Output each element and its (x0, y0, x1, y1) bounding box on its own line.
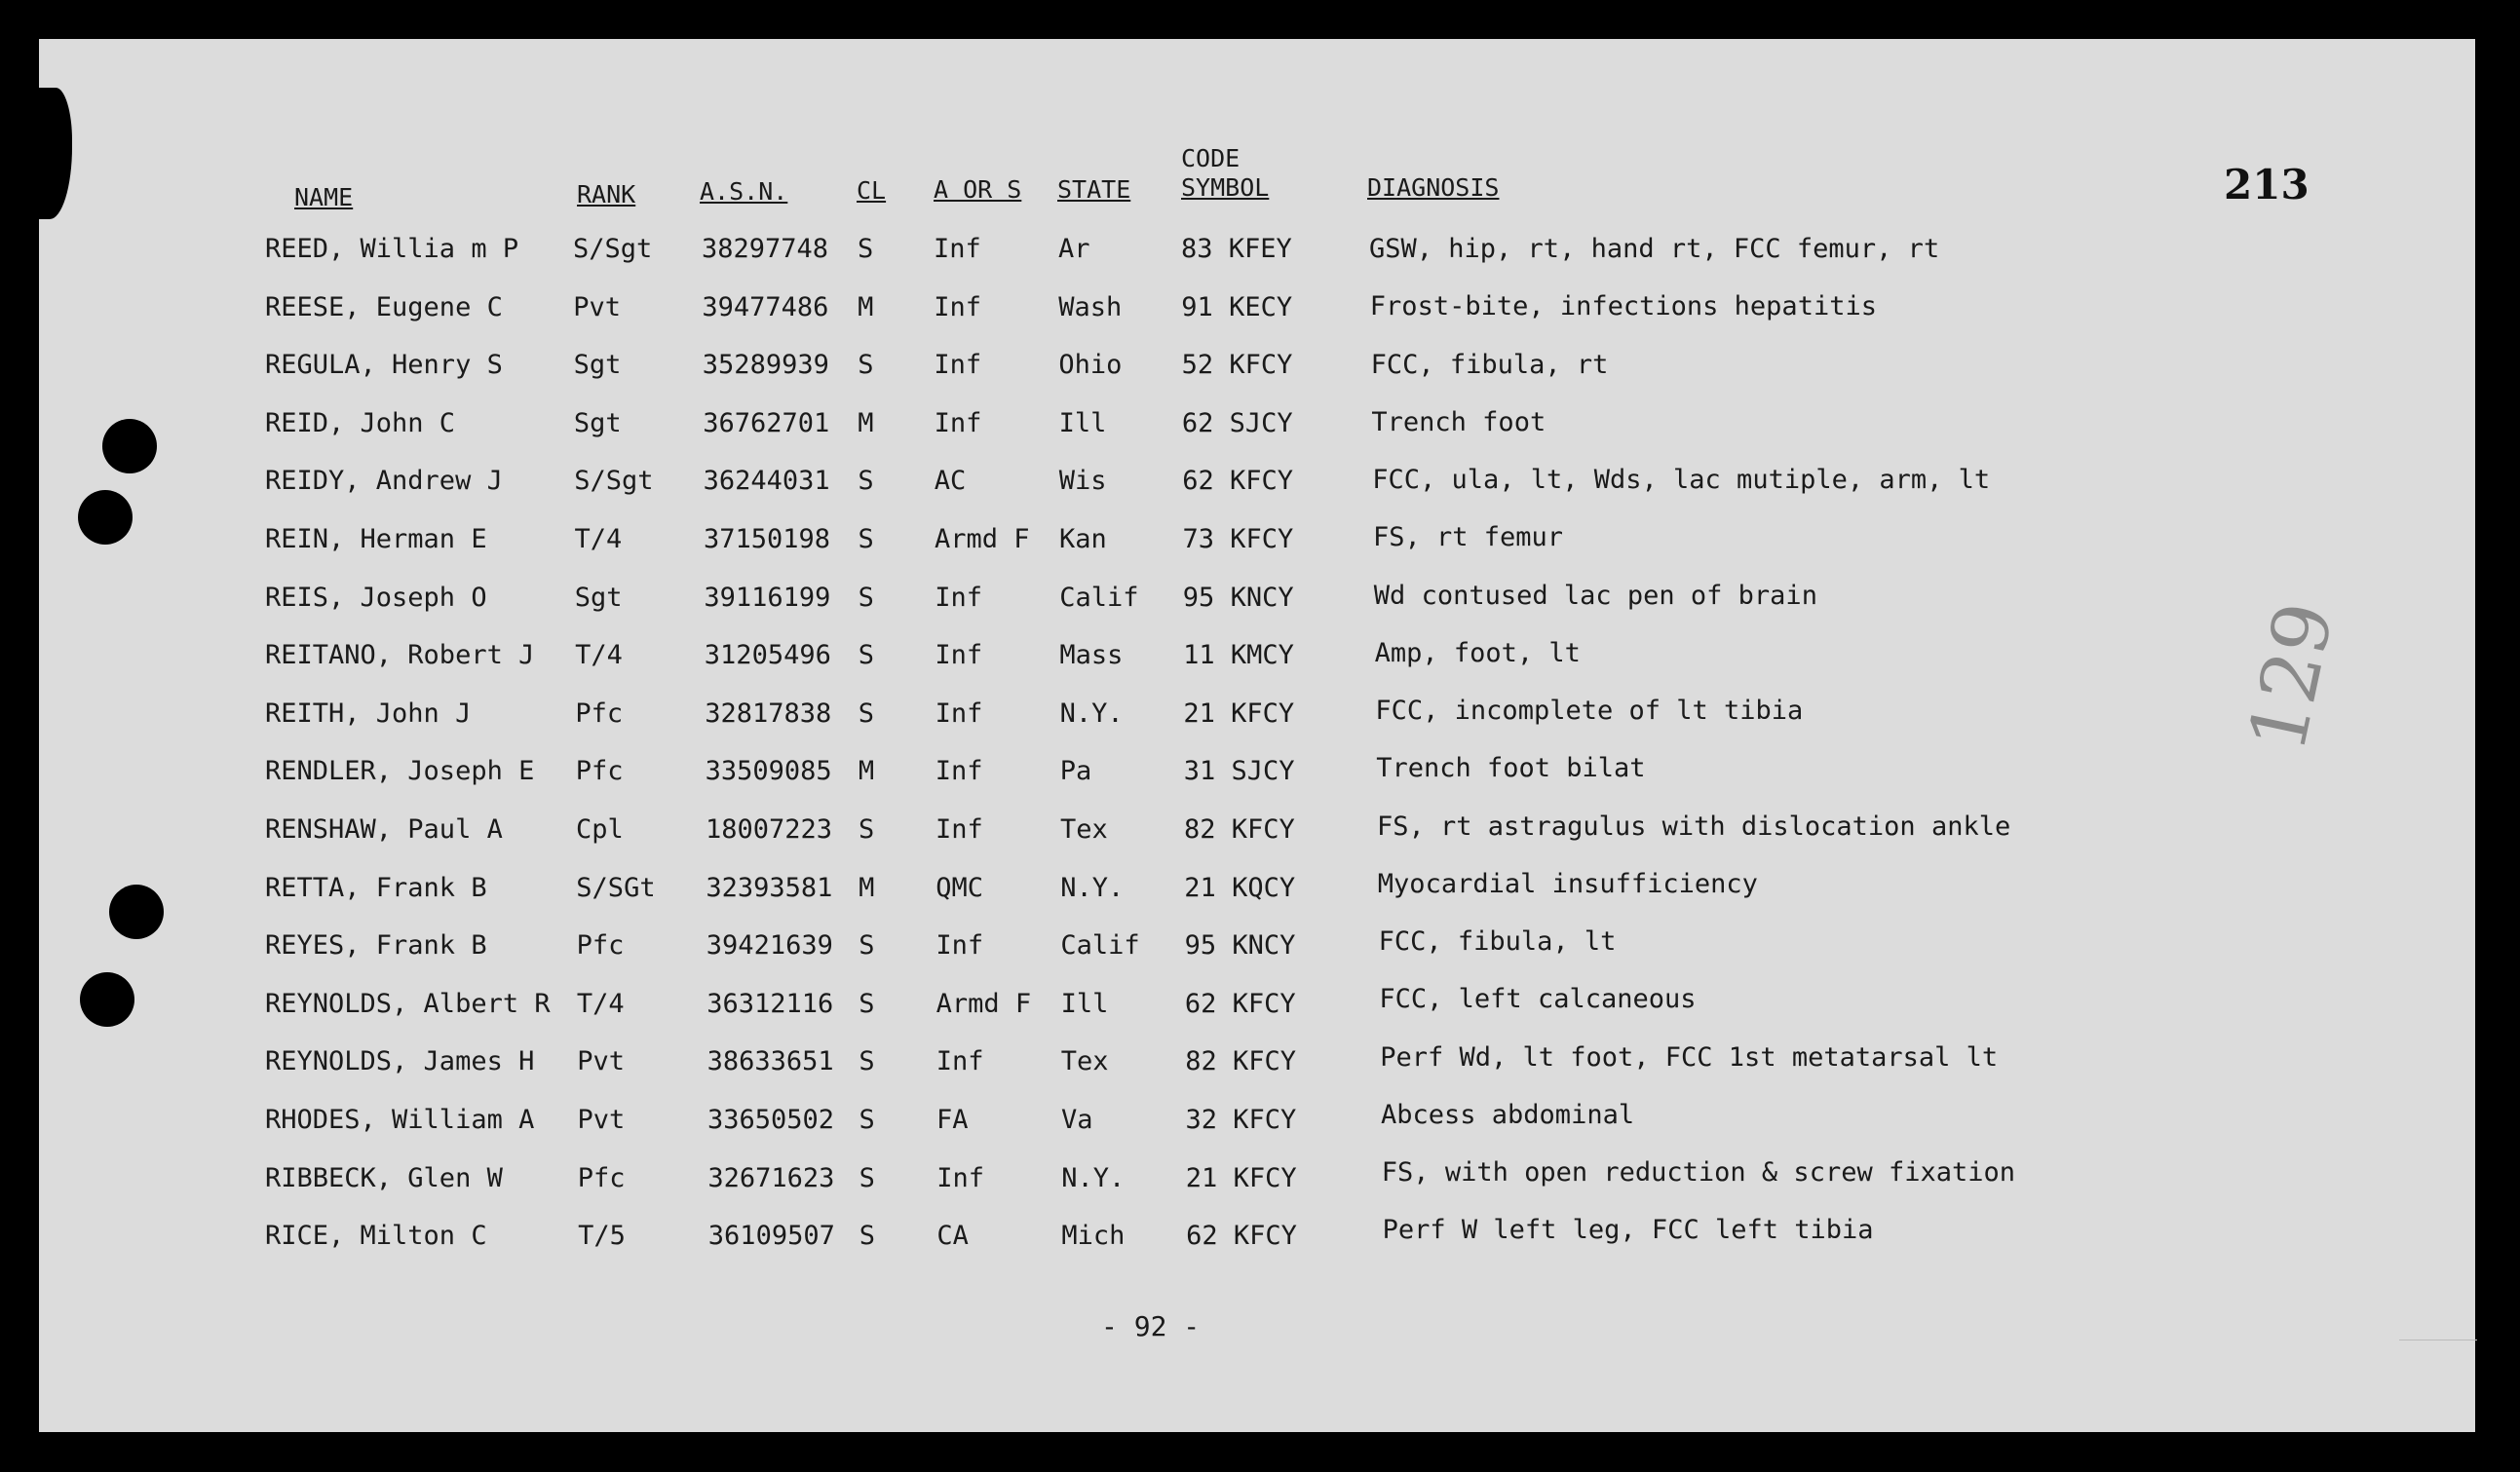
cell-rank: Sgt (574, 582, 623, 613)
torn-edge (31, 88, 72, 219)
cell-aors: Inf (935, 814, 983, 845)
cell-aors: Inf (934, 350, 982, 381)
cell-aors: Armd F (935, 524, 1030, 554)
cell-cl: S (858, 640, 874, 671)
cell-code: 62 KFCY (1182, 466, 1293, 497)
cell-diagnosis: Trench foot bilat (1376, 753, 1646, 784)
cell-cl: S (859, 1105, 875, 1135)
header-state: STATE (1057, 175, 1131, 204)
cell-name: RENSHAW, Paul A (265, 814, 503, 845)
cell-cl: S (858, 698, 875, 729)
cell-name: RENDLER, Joseph E (265, 756, 535, 787)
cell-name: RICE, Milton C (265, 1221, 487, 1252)
cell-cl: S (858, 350, 874, 381)
cell-rank: S/SGt (576, 872, 656, 903)
cell-name: REYNOLDS, James H (265, 1046, 535, 1077)
cell-asn: 36762701 (703, 407, 830, 438)
cell-diagnosis: GSW, hip, rt, hand rt, FCC femur, rt (1369, 234, 1940, 264)
cell-name: REGULA, Henry S (265, 350, 503, 381)
cell-asn: 38297748 (702, 234, 829, 264)
cell-asn: 31205496 (704, 640, 831, 671)
cell-state: Calif (1060, 930, 1140, 962)
cell-code: 21 KQCY (1184, 872, 1296, 903)
cell-name: REIS, Joseph O (265, 582, 487, 613)
cell-name: REED, Willia m P (265, 234, 519, 264)
cell-name: REYNOLDS, Albert R (265, 988, 551, 1019)
handwritten-note: 129 (2232, 594, 2351, 760)
cell-diagnosis: FCC, ula, lt, Wds, lac mutiple, arm, lt (1372, 465, 1991, 495)
cell-diagnosis: FS, with open reduction & screw fixation (1381, 1157, 2016, 1188)
page-number: 213 (2224, 161, 2310, 208)
cell-state: N.Y. (1060, 872, 1125, 903)
cell-name: RETTA, Frank B (265, 872, 487, 903)
cell-name: REIDY, Andrew J (265, 466, 503, 497)
punch-hole (78, 490, 133, 545)
record-sheet (39, 39, 2475, 1432)
cell-asn: 39116199 (704, 582, 831, 613)
cell-state: Ill (1058, 407, 1107, 438)
cell-code: 62 KFCY (1186, 1221, 1297, 1252)
cell-rank: Sgt (573, 407, 622, 438)
cell-state: Tex (1060, 1046, 1109, 1077)
cell-cl: M (858, 756, 875, 787)
cell-asn: 38633651 (706, 1046, 834, 1077)
cell-asn: 39421639 (706, 930, 833, 962)
cell-rank: Cpl (576, 814, 624, 845)
cell-asn: 32817838 (705, 698, 832, 729)
header-name: NAME (294, 183, 354, 211)
cell-aors: Inf (935, 930, 984, 962)
cell-name: RHODES, William A (265, 1105, 535, 1135)
cell-aors: AC (934, 466, 967, 497)
cell-code: 82 KFCY (1184, 814, 1295, 845)
cell-state: Ill (1060, 988, 1109, 1019)
cell-code: 73 KFCY (1182, 524, 1294, 554)
cell-rank: T/5 (578, 1221, 626, 1252)
cell-cl: S (859, 814, 875, 845)
cell-state: Kan (1059, 524, 1107, 554)
cell-rank: Pvt (577, 1046, 625, 1077)
punch-hole (102, 419, 157, 473)
cell-name: RIBBECK, Glen W (265, 1162, 503, 1193)
cell-diagnosis: Amp, foot, lt (1374, 637, 1581, 668)
cell-cl: S (859, 1046, 875, 1077)
cell-aors: CA (936, 1221, 969, 1252)
cell-cl: S (858, 524, 874, 554)
cell-aors: Inf (935, 1046, 984, 1077)
cell-asn: 18007223 (706, 814, 833, 845)
cell-rank: T/4 (575, 640, 623, 671)
cell-cl: M (858, 291, 874, 322)
cell-cl: M (859, 872, 875, 903)
cell-aors: Inf (935, 640, 983, 671)
cell-state: Wash (1058, 291, 1123, 322)
cell-rank: S/Sgt (573, 234, 653, 264)
cell-aors: Inf (934, 234, 981, 264)
cell-aors: Inf (936, 1162, 984, 1193)
cell-state: Ohio (1058, 350, 1123, 381)
cell-code: 95 KNCY (1182, 582, 1294, 613)
cell-asn: 35289939 (702, 350, 829, 381)
cell-cl: S (858, 466, 874, 497)
cell-rank: S/Sgt (574, 466, 654, 497)
cell-diagnosis: Wd contused lac pen of brain (1373, 580, 1817, 611)
cell-aors: Inf (935, 698, 983, 729)
cell-state: Ar (1058, 234, 1090, 264)
cell-state: N.Y. (1059, 698, 1124, 729)
page-footer: - 92 - (1101, 1310, 1201, 1342)
cell-code: 21 KFCY (1183, 698, 1295, 729)
cell-rank: Pfc (575, 756, 624, 787)
cell-rank: Pfc (576, 930, 625, 962)
cell-code: 21 KFCY (1185, 1162, 1297, 1193)
cell-cl: M (858, 407, 874, 438)
cell-asn: 36109507 (707, 1221, 835, 1252)
punch-hole (80, 972, 134, 1027)
cell-code: 95 KNCY (1184, 930, 1296, 962)
cell-cl: S (859, 1221, 875, 1252)
cell-rank: Pfc (575, 698, 624, 729)
cell-diagnosis: Perf W left leg, FCC left tibia (1382, 1215, 1874, 1246)
cell-aors: Armd F (935, 988, 1032, 1019)
cell-rank: Pvt (573, 291, 622, 322)
cell-name: REIN, Herman E (265, 524, 487, 554)
cell-code: 91 KECY (1181, 291, 1293, 322)
cell-aors: Inf (934, 407, 982, 438)
cell-state: Mich (1061, 1221, 1126, 1252)
cell-cl: S (859, 1162, 875, 1193)
cell-diagnosis: FS, rt femur (1373, 522, 1564, 553)
cell-cl: S (859, 988, 875, 1019)
cell-aors: Inf (935, 756, 983, 787)
cell-asn: 32671623 (707, 1162, 835, 1193)
cell-rank: Pvt (577, 1105, 626, 1135)
cell-asn: 39477486 (702, 291, 829, 322)
cell-state: Calif (1059, 582, 1139, 613)
cell-state: N.Y. (1061, 1162, 1126, 1193)
cell-diagnosis: Frost-bite, infections hepatitis (1369, 291, 1877, 322)
cell-diagnosis: Trench foot (1371, 406, 1546, 437)
cell-diagnosis: Abcess abdominal (1381, 1099, 1635, 1130)
cell-state: Tex (1060, 814, 1108, 845)
cell-diagnosis: FCC, fibula, rt (1370, 349, 1609, 380)
cell-diagnosis: Myocardial insufficiency (1377, 868, 1758, 899)
cell-asn: 33509085 (705, 756, 832, 787)
header-a-or-s: A OR S (934, 175, 1022, 204)
cell-cl: S (859, 930, 875, 962)
cell-aors: Inf (934, 291, 981, 322)
cell-asn: 33650502 (707, 1105, 835, 1135)
cell-diagnosis: Perf Wd, lt foot, FCC 1st metatarsal lt (1380, 1041, 1999, 1073)
cell-diagnosis: FCC, left calcaneous (1379, 984, 1697, 1015)
header-code-line1: CODE (1181, 144, 1241, 172)
cell-asn: 36312116 (706, 988, 834, 1019)
cell-state: Mass (1059, 640, 1124, 671)
cell-code: 52 KFCY (1181, 350, 1293, 381)
header-rank: RANK (577, 180, 636, 208)
cell-code: 62 SJCY (1181, 407, 1293, 438)
cell-code: 83 KFEY (1181, 234, 1292, 264)
cell-code: 11 KMCY (1183, 640, 1294, 671)
header-asn: A.S.N. (700, 177, 788, 206)
cell-rank: Sgt (573, 350, 622, 381)
cell-code: 31 SJCY (1183, 756, 1295, 787)
cell-cl: S (858, 234, 874, 264)
cell-name: REESE, Eugene C (265, 291, 503, 322)
cell-cl: S (858, 582, 874, 613)
cell-aors: QMC (935, 872, 983, 903)
header-cl: CL (857, 176, 887, 205)
cell-rank: T/4 (576, 988, 625, 1019)
cell-code: 62 KFCY (1184, 988, 1296, 1019)
cell-code: 32 KFCY (1185, 1105, 1297, 1135)
header-diagnosis: DIAGNOSIS (1367, 173, 1500, 202)
cell-name: REID, John C (265, 407, 456, 438)
cell-asn: 37150198 (704, 524, 831, 554)
cell-diagnosis: FCC, fibula, lt (1378, 926, 1617, 957)
cell-state: Va (1061, 1105, 1093, 1135)
cell-asn: 32393581 (706, 872, 833, 903)
cell-aors: FA (936, 1105, 969, 1135)
cell-diagnosis: FS, rt astragulus with dislocation ankle (1377, 811, 2011, 842)
cell-rank: Pfc (577, 1162, 626, 1193)
header-code-symbol: SYMBOL (1181, 173, 1270, 202)
cell-asn: 36244031 (703, 466, 830, 497)
cell-state: Wis (1058, 466, 1107, 497)
cell-state: Pa (1059, 756, 1092, 787)
cell-diagnosis: FCC, incomplete of lt tibia (1375, 696, 1804, 726)
cell-code: 82 KFCY (1185, 1046, 1296, 1077)
cell-aors: Inf (935, 582, 982, 613)
cell-rank: T/4 (574, 524, 623, 554)
cell-name: REITH, John J (265, 698, 472, 729)
cell-name: REITANO, Robert J (265, 640, 535, 671)
cell-name: REYES, Frank B (265, 930, 487, 962)
punch-hole (109, 885, 164, 939)
